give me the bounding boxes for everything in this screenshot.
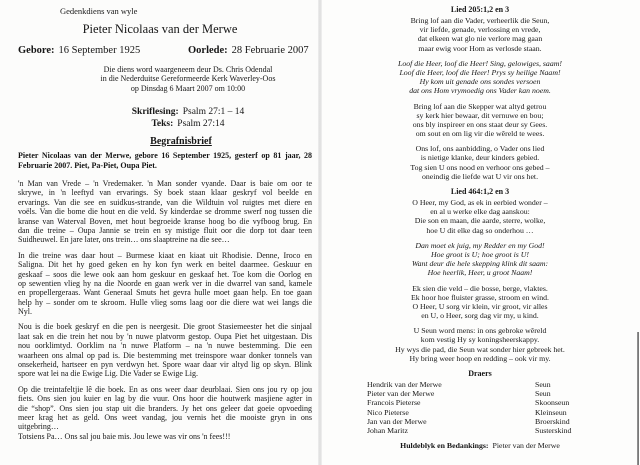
tribute-name: Pieter van der Merwe (492, 441, 560, 451)
hymn-line: Hoe heerlik, Heer, u groot Naam! (427, 268, 533, 278)
letter-line: Nyl. (18, 307, 32, 317)
pallbearer-name: Nico Pieterse (367, 407, 409, 417)
hymn-title: Lied 205:1,2 en 3 (450, 5, 510, 14)
letter-line: help hy – sonder om te skroom. Hulle vlieg soms laag oor die diere wat wei langs die (18, 297, 312, 307)
pallbearer-name: Hendrik van der Merwe (367, 380, 442, 389)
hymn-line: Loof die Heer, loof die Heer! Prys sy heilige Naam! (399, 67, 561, 77)
hymn-line: Bring lof aan die Vader, verheerlik die Seun, (410, 16, 550, 25)
hymn-stanza (330, 284, 630, 321)
hymn-stanza (330, 144, 630, 181)
letter-line: nou oorklimtyd. Oorklim na 'n nuwe Platform – na 'n nuwe bestemming. Die een (18, 341, 312, 351)
letter-line: dan die treine – Oupa Jannie se trein en sy mistige fluit oor die dorp tot daar teen (18, 225, 312, 235)
letter-line: Suidheuwel. En jare later, ons trein… ons slaaptreine na die see… (18, 235, 230, 245)
letter-line: fiets. Ons sien jou kuier en lag by die vuur. Ons hoor die houtwerk masjiene agter in (18, 394, 312, 404)
letter-paragraph (18, 322, 312, 378)
hymn-line: Hy bring weer hoop en redding – ook vir my. (409, 353, 551, 363)
hymn-line: Ek sien die veld – die bosse, berge, vlaktes. (412, 283, 548, 293)
pallbearer-relation: Seun (535, 380, 551, 389)
letter-line: voëls. Van die bome die hout en die veld. Sy kinderdae se dromme swerf nog tussen die (18, 207, 312, 217)
pallbearer-row (330, 426, 630, 435)
pallbearers-list (330, 380, 630, 435)
birth-date: 16 September 1925 (58, 45, 141, 56)
hymn-line: Hy kom uit genade ons sondes versoen (419, 77, 541, 87)
deceased-name: Pieter Nicolaas van der Merwe (82, 22, 238, 36)
pallbearer-relation: Seun (535, 389, 551, 399)
hymn-stanza (330, 16, 630, 53)
letter-intro-line: Februarie 2007. Piet, Pa-Piet, Oupa Piet. (18, 160, 157, 170)
hymn-line: Hoe groot is U; hoe groot is U! (431, 249, 529, 259)
pallbearer-name: Jan van der Merwe (367, 416, 427, 426)
letter-paragraph (18, 251, 312, 317)
hymn-line: kom vestig Hy sy koningsheerskappy. (420, 335, 540, 345)
service-line: op Dinsdag 6 Maart 2007 om 10:00 (130, 83, 246, 93)
hymn-line: maar ewig voor Hom as verlosde staan. (418, 43, 542, 53)
hymn-refrain (330, 241, 630, 278)
pallbearer-relation: Kleinseun (535, 407, 567, 417)
hymn-line: Die son en maan, die aarde, sterre, wolke, (414, 216, 546, 226)
memorial-caption: Gedenkdiens van wyle (60, 6, 138, 16)
scan-edge (637, 332, 639, 465)
hymn-line: en al u werke elke dag aanskou: (430, 207, 530, 217)
tribute-line (330, 441, 630, 451)
letter-line: meer krag het as geld. Ons weet vandag, jou vernis het die mooiste gryn in ons (18, 412, 312, 422)
letter-line: geskaaf – soos die lewe ook aan hom geskuur en geskaaf het. Toe kom die Oorlog en (18, 269, 312, 279)
scripture-reading-line (58, 107, 318, 118)
life-dates (18, 44, 318, 57)
hymn-line: Want deur die hele skepping klink dit saam: (411, 259, 549, 269)
tribute-label: Huldeblyk en Bedankings: (400, 441, 489, 451)
funeral-letter-title: Begrafnisbrief (150, 136, 212, 147)
letter-line: onsekerheid, hartseer en pyn verdwyn het. Spore waar daar vir altyd lig op skyn. Blink (18, 360, 312, 370)
hymn-line: Loof die Heer, loof die Heer! Sing, gelowiges, saam! (398, 58, 562, 68)
hymn-stanza (330, 198, 630, 235)
death-label: Oorlede: (188, 45, 228, 56)
service-line: Die diens word waargeneem deur Ds. Chris Odendal (103, 65, 273, 74)
pallbearers-title: Draers (468, 369, 492, 378)
letter-line: waarheen ons almal op pad is. Die bestemming met treinspore waar donker tonnels van (18, 350, 312, 360)
hymn-line: Ek hoor hoe fluister grasse, stroom en wind. (411, 292, 549, 302)
hymn-stanza (330, 102, 630, 139)
letter-line: Nou is die boek geskryf en die pen is neergesit. Die groot Stasiemeester het die sinjaal (18, 322, 312, 332)
hymn-line: ons bly inspireer en ons staat deur sy Gees. (412, 119, 548, 129)
hymn-line: Dan moet ek juig, my Redder en my God! (415, 240, 545, 250)
hymn-line: hoe U dit elke dag so onderhou … (426, 225, 534, 235)
letter-line: uitgebring… (18, 422, 59, 432)
pallbearer-row (330, 417, 630, 426)
letter-line: 'n Man van Vrede – 'n Vredemaker. 'n Man sonder vyande. Daar is baie om oor te (18, 179, 312, 188)
service-details (58, 65, 318, 93)
letter-line: skrywe, in 'n leeftyd van ervarings. Sy boek staan klaar geskryf vol beelde en (18, 188, 312, 198)
letter-line: die “shop”. Ons sien jou stap uit die branders. Jy het ons geleer dat goeie opvoeding (18, 403, 312, 413)
pallbearer-name: Francois Pieterse (367, 398, 421, 408)
hymn-line: Tog sien U ons nood en verhoor ons gebed – (410, 162, 550, 172)
hymn-title: Lied 464:1,2 en 3 (450, 187, 510, 196)
left-page (0, 0, 318, 465)
scripture-reading-label: Skriflesing: (131, 107, 179, 117)
letter-line: laat sak en die trein het nou by 'n nuwe platvorm gestop. Oupa Piet het uitgestaan. Dis (18, 331, 312, 341)
letter-paragraph (18, 385, 312, 432)
service-line: in die Nederduitse Gereformeerde Kerk Waverley-Oos (100, 74, 276, 84)
hymn-line: is nietige klanke, deur kinders gebied. (420, 153, 540, 163)
hymn (330, 187, 630, 363)
pallbearer-row (330, 389, 630, 398)
pallbearer-relation: Broerskind (535, 416, 570, 426)
letter-intro-line: Pieter Nicolaas van der Merwe, gebore 16 September 1925, gesterf op 81 jaar, 28 (18, 151, 312, 160)
hymn-line: O Heer, my God, as ek in eerbied wonder – (412, 198, 548, 207)
pallbearer-row (330, 398, 630, 407)
pallbearer-relation: Skoonseun (535, 398, 570, 408)
hymn-line: Bring lof aan die Skepper wat altyd getrou (413, 101, 547, 111)
funeral-letter-intro (18, 151, 312, 171)
birth-label: Gebore: (18, 45, 55, 56)
hymn-stanza (330, 326, 630, 363)
pallbearer-row (330, 408, 630, 417)
scripture-reading: Psalm 27:1 – 14 (182, 107, 245, 117)
hymn-line: Ons lof, ons aanbidding, o Vader ons lied (415, 144, 545, 154)
sermon-text-label: Teks: (151, 119, 174, 129)
hymn-line: O Heer, U sorg vir klein, vir groot, vir alles (412, 301, 548, 311)
hymn-line: dat elkeen wat glo nie verlore mag gaan (417, 34, 543, 44)
letter-line: kranse van Waterval Boven, met hout begroeide kranse hoog bo die vyfboog brug. En (18, 216, 312, 226)
birth-info (18, 44, 140, 57)
hymn-list (330, 5, 630, 363)
hymn-line: om sout en om lig vir die wêreld te wees. (415, 129, 545, 139)
right-page-content (330, 5, 630, 451)
death-date: 28 Februarie 2007 (231, 45, 309, 56)
hymn-line: sy kerk hier bewaar, dit vernuwe en bou; (416, 110, 544, 120)
sermon-text: Psalm 27:14 (177, 119, 225, 129)
letter-paragraphs (18, 179, 312, 432)
letter-line: Saligna. Dit het hy goed geken en hy kon fyn werk en beitel daarmee. Geskuur en (18, 260, 312, 270)
letter-closing: Totsiens Pa… Ons sal jou baie mis. Jou lewe was vir ons 'n fees!!! (18, 431, 231, 441)
letter-line: ervarings. Van die see en suidkus-strande, van die Wildtuin vol ruigtes met diere en (18, 197, 312, 207)
hymn-line: dat ons Hom vrymoedig ons Vader kan noem. (409, 86, 551, 96)
hymn-refrain (330, 59, 630, 96)
pallbearer-relation: Susterskind (535, 425, 572, 435)
hymn-line: en U, o Heer, sorg dag vir my, u kind. (421, 311, 539, 321)
pallbearer-row (330, 380, 630, 389)
pallbearer-name: Pieter van der Merwe (367, 389, 435, 399)
hymn-line: vir liefde, genade, verlossing en vrede, (419, 25, 541, 35)
sermon-text-line (58, 119, 318, 130)
hymn-line: U Seun word mens: in ons gebroke wêreld (413, 326, 547, 336)
funeral-letter-body (18, 179, 312, 441)
letter-line: Op die treintafeltjie lê die boek. En as ons weer daar deurblaai. Sien ons jou ry op jou (18, 384, 312, 394)
letter-line: spore wat lei na die Ewige Lig. Die Vader se Ewige Lig. (18, 369, 199, 379)
death-info (188, 44, 309, 57)
letter-line: en propellergeraas. Want Generaal Smuts het gevra hulle moet gaan help. En toe gaan (18, 288, 312, 298)
letter-line: In die treine was daar hout – Burmese kiaat en kiaat uit Rhodisie. Denne, Iroco en (18, 250, 312, 260)
letter-line: op sewentien vlieg hy na die Noorde en gaan werk ver in die dwarrel van sand, kamele (18, 278, 312, 288)
hymn-line: Hy wys die pad, die Seun wat sonder hier gebreek het. (395, 344, 565, 354)
hymn (330, 5, 630, 181)
letter-paragraph (18, 179, 312, 245)
hymn-line: oneindig die liefde wat U vir ons het. (421, 171, 539, 181)
pallbearer-name: Johan Maritz (367, 425, 408, 435)
